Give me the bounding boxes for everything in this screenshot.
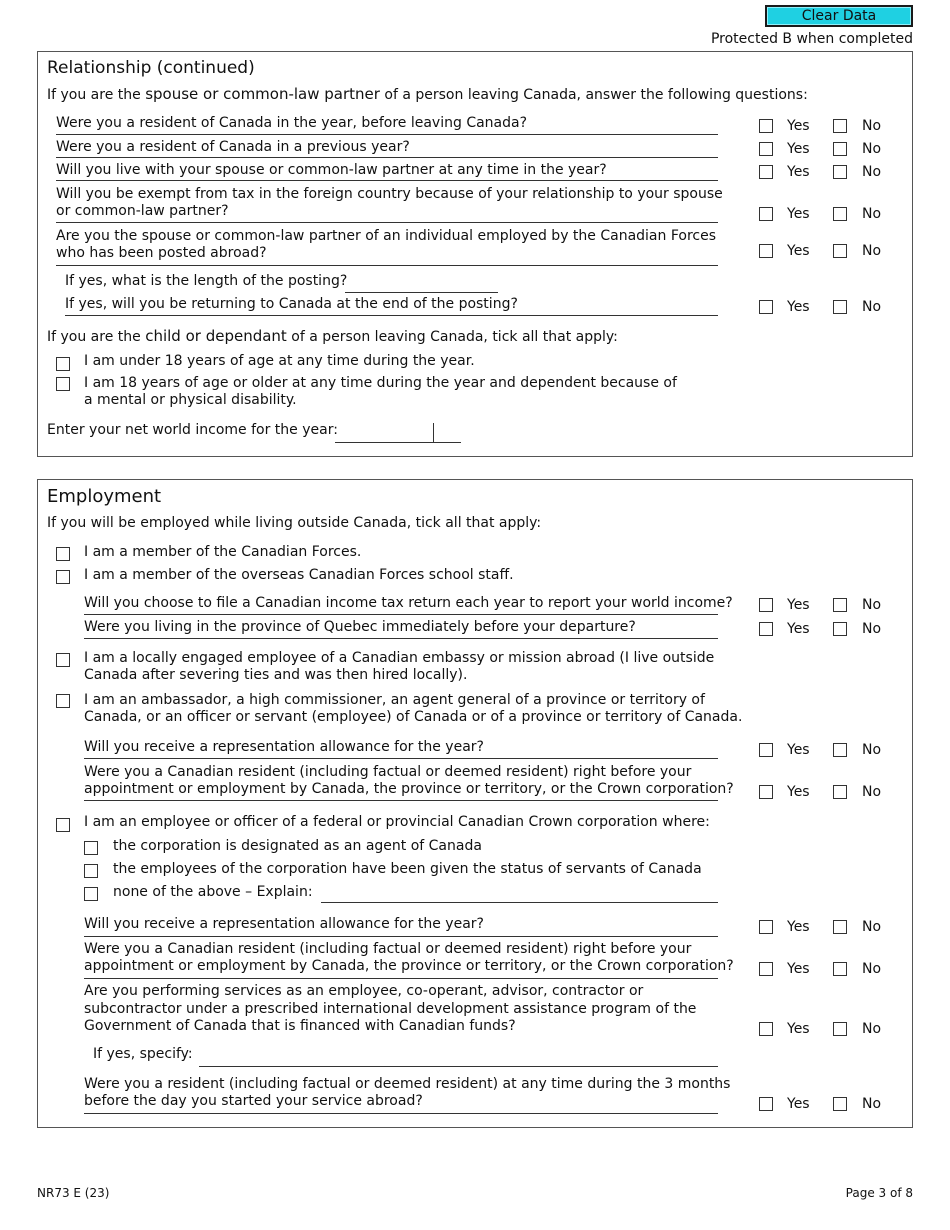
yes-label: Yes [787,784,810,800]
q1-no-checkbox[interactable] [833,119,847,133]
canadian-forces-checkbox[interactable] [56,547,70,561]
question-file-return: Will you choose to file a Canadian income tax return each year to report your world income? [84,595,733,611]
school-staff-label: I am a member of the overseas Canadian Forces school staff. [84,567,514,583]
crown-corporation-checkbox[interactable] [56,818,70,832]
resident-3-months-no-checkbox[interactable] [833,1097,847,1111]
crown-corporation-label: I am an employee or officer of a federal or provincial Canadian Crown corporation where: [84,814,710,830]
no-label: No [862,118,882,134]
question-quebec: Were you living in the province of Quebec immediately before your departure? [84,619,636,635]
no-label: No [862,206,882,222]
quebec-yes-checkbox[interactable] [759,622,773,636]
none-of-above-checkbox[interactable] [84,887,98,901]
yes-label: Yes [787,1096,810,1112]
income-cents-divider [433,423,434,442]
rep-allowance-2-no-checkbox[interactable] [833,920,847,934]
yes-label: Yes [787,919,810,935]
child-intro: If you are the child or dependant of a person leaving Canada, tick all that apply: [47,327,618,345]
net-world-income-field[interactable] [335,442,461,443]
explain-field[interactable] [321,902,718,903]
performing-services-yes-checkbox[interactable] [759,1022,773,1036]
over-18-dependent-checkbox[interactable] [56,377,70,391]
yes-label: Yes [787,742,810,758]
locally-engaged-checkbox[interactable] [56,653,70,667]
yes-label: Yes [787,206,810,222]
q4-yes-checkbox[interactable] [759,207,773,221]
no-label: No [862,784,882,800]
no-label: No [862,919,882,935]
question-performing-services-line2: subcontractor under a prescribed international development assistance program of the [84,1001,697,1017]
no-label: No [862,742,882,758]
separator [84,978,718,979]
question-performing-services-line1: Are you performing services as an employee, co-operant, advisor, contractor or [84,983,644,999]
rep-allowance-yes-checkbox[interactable] [759,743,773,757]
no-label: No [862,164,882,180]
yes-label: Yes [787,164,810,180]
q3-no-checkbox[interactable] [833,165,847,179]
yes-label: Yes [787,243,810,259]
resident-2-no-checkbox[interactable] [833,962,847,976]
employment-title: Employment [47,486,162,507]
q1-yes-checkbox[interactable] [759,119,773,133]
question-canadian-resident-line1: Were you a Canadian resident (including factual or deemed resident) right before your [84,764,692,780]
rep-allowance-2-yes-checkbox[interactable] [759,920,773,934]
no-label: No [862,597,882,613]
spouse-intro: If you are the spouse or common-law partner of a person leaving Canada, answer the following questions: [47,85,808,103]
no-label: No [862,243,882,259]
employment-intro: If you will be employed while living outside Canada, tick all that apply: [47,515,542,531]
no-label: No [862,621,882,637]
ambassador-label-line2: Canada, or an officer or servant (employee) of Canada or of a province or territory of Canada. [84,709,743,725]
no-label: No [862,1096,882,1112]
question-resident-3-months-line2: before the day you started your service abroad? [84,1093,423,1109]
question-resident-before-leaving: Were you a resident of Canada in the year, before leaving Canada? [56,115,528,131]
none-of-above-label: none of the above – Explain: [113,884,313,900]
servants-of-canada-label: the employees of the corporation have been given the status of servants of Canada [113,861,702,877]
agent-of-canada-checkbox[interactable] [84,841,98,855]
specify-field[interactable] [199,1066,718,1067]
separator [65,315,718,316]
separator [56,265,718,266]
question-performing-services-line3: Government of Canada that is financed with Canadian funds? [84,1018,516,1034]
question-posting-length: If yes, what is the length of the posting? [65,273,348,289]
question-canadian-resident-line2: appointment or employment by Canada, the province or territory, or the Crown corporation? [84,781,734,797]
locally-engaged-label-line2: Canada after severing ties and was then hired locally). [84,667,468,683]
question-resident-previous-year: Were you a resident of Canada in a previous year? [56,139,410,155]
separator [84,800,718,801]
separator [84,936,718,937]
locally-engaged-label-line1: I am a locally engaged employee of a Canadian embassy or mission abroad (I live outside [84,650,715,666]
yes-label: Yes [787,1021,810,1037]
question-spouse-canadian-forces-line1: Are you the spouse or common-law partner of an individual employed by the Canadian Forces [56,228,717,244]
yes-label: Yes [787,141,810,157]
q7-no-checkbox[interactable] [833,300,847,314]
q5-yes-checkbox[interactable] [759,244,773,258]
q4-no-checkbox[interactable] [833,207,847,221]
separator [84,638,718,639]
question-representation-allowance: Will you receive a representation allowance for the year? [84,739,484,755]
q3-yes-checkbox[interactable] [759,165,773,179]
separator [56,180,718,181]
over-18-label-line2: a mental or physical disability. [84,392,297,408]
specify-label: If yes, specify: [93,1046,193,1062]
separator [84,1113,718,1114]
relationship-title: Relationship (continued) [47,58,255,78]
resident-3-months-yes-checkbox[interactable] [759,1097,773,1111]
question-resident-3-months-line1: Were you a resident (including factual or deemed resident) at any time during the 3 months [84,1076,731,1092]
question-representation-allowance-2: Will you receive a representation allowance for the year? [84,916,484,932]
servants-of-canada-checkbox[interactable] [84,864,98,878]
yes-label: Yes [787,621,810,637]
posting-length-field[interactable] [345,292,498,293]
question-exempt-foreign-tax-line2: or common-law partner? [56,203,229,219]
question-canadian-resident-2-line2: appointment or employment by Canada, the province or territory, or the Crown corporation? [84,958,734,974]
yes-label: Yes [787,118,810,134]
file-return-no-checkbox[interactable] [833,598,847,612]
yes-label: Yes [787,597,810,613]
resident-no-checkbox[interactable] [833,785,847,799]
no-label: No [862,1021,882,1037]
separator [56,157,718,158]
protected-label: Protected B when completed [710,31,913,47]
rep-allowance-no-checkbox[interactable] [833,743,847,757]
no-label: No [862,961,882,977]
q2-yes-checkbox[interactable] [759,142,773,156]
quebec-no-checkbox[interactable] [833,622,847,636]
canadian-forces-label: I am a member of the Canadian Forces. [84,544,362,560]
file-return-yes-checkbox[interactable] [759,598,773,612]
q2-no-checkbox[interactable] [833,142,847,156]
resident-yes-checkbox[interactable] [759,785,773,799]
ambassador-checkbox[interactable] [56,694,70,708]
no-label: No [862,141,882,157]
under-18-label: I am under 18 years of age at any time during the year. [84,353,475,369]
clear-data-button[interactable]: Clear Data [765,5,913,27]
question-exempt-foreign-tax-line1: Will you be exempt from tax in the foreign country because of your relationship to your spouse [56,186,723,202]
separator [56,222,718,223]
no-label: No [862,299,882,315]
resident-2-yes-checkbox[interactable] [759,962,773,976]
question-canadian-resident-2-line1: Were you a Canadian resident (including factual or deemed resident) right before your [84,941,692,957]
yes-label: Yes [787,961,810,977]
question-live-with-spouse: Will you live with your spouse or common-law partner at any time in the year? [56,162,607,178]
separator [56,134,718,135]
page-number: Page 3 of 8 [845,1186,913,1200]
school-staff-checkbox[interactable] [56,570,70,584]
over-18-label-line1: I am 18 years of age or older at any time during the year and dependent because of [84,375,677,391]
q5-no-checkbox[interactable] [833,244,847,258]
form-id: NR73 E (23) [37,1186,110,1200]
ambassador-label-line1: I am an ambassador, a high commissioner, an agent general of a province or territory of [84,692,705,708]
separator [84,614,718,615]
agent-of-canada-label: the corporation is designated as an agent of Canada [113,838,482,854]
under-18-checkbox[interactable] [56,357,70,371]
q7-yes-checkbox[interactable] [759,300,773,314]
performing-services-no-checkbox[interactable] [833,1022,847,1036]
question-returning-to-canada: If yes, will you be returning to Canada at the end of the posting? [65,296,518,312]
question-spouse-canadian-forces-line2: who has been posted abroad? [56,245,267,261]
yes-label: Yes [787,299,810,315]
separator [84,758,718,759]
net-world-income-label: Enter your net world income for the year: [47,422,338,438]
